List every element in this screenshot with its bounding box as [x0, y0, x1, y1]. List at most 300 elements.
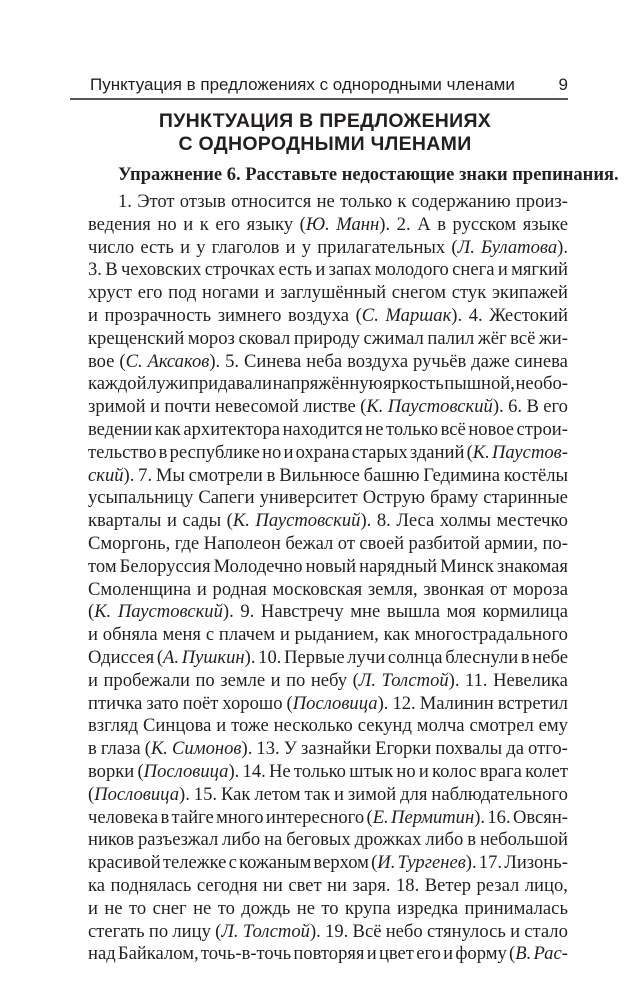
text-line	[88, 579, 568, 602]
word	[216, 807, 263, 830]
text-fragment: блеснули	[445, 646, 519, 668]
word	[504, 852, 568, 875]
text-fragment: ).	[241, 738, 253, 760]
text-fragment: секунд	[357, 715, 412, 737]
word	[513, 807, 568, 830]
word	[398, 852, 477, 875]
text-fragment: экипажей	[491, 282, 568, 304]
word	[513, 579, 568, 602]
word	[212, 237, 280, 260]
text-fragment: в	[160, 806, 170, 828]
word	[400, 784, 427, 807]
text-fragment: не	[193, 897, 212, 919]
text-fragment: изредка	[397, 897, 459, 919]
text-line	[88, 510, 568, 533]
word	[525, 761, 568, 784]
text-fragment: и	[270, 669, 281, 691]
text-fragment: в	[88, 738, 97, 760]
word	[258, 647, 281, 670]
word	[88, 351, 114, 374]
word	[103, 624, 158, 647]
word	[265, 282, 275, 305]
text-fragment: только	[386, 418, 439, 440]
word	[138, 465, 152, 488]
text-fragment: и	[150, 396, 160, 418]
text-fragment: заглушённый	[280, 282, 387, 304]
running-title: Пунктуация в предложениях с однородными членами	[90, 75, 515, 94]
text-line	[88, 419, 568, 442]
text-fragment: ).	[209, 350, 221, 372]
word	[392, 282, 446, 305]
text-fragment: всё	[440, 418, 466, 440]
text-fragment: взгляд	[88, 715, 139, 737]
text-fragment: стук	[451, 282, 487, 304]
text-fragment: не	[316, 191, 335, 212]
text-line	[88, 556, 568, 579]
word	[280, 624, 290, 647]
text-fragment: ).	[465, 852, 477, 874]
text-fragment: молодого	[374, 259, 449, 281]
text-fragment: рыданием,	[294, 624, 379, 646]
text-fragment: снег	[152, 897, 187, 919]
word	[88, 487, 193, 510]
word	[430, 487, 478, 510]
word	[377, 510, 391, 533]
text-line	[88, 237, 568, 260]
text-fragment: языку	[246, 213, 294, 235]
word	[206, 624, 214, 647]
text-fragment: холмы	[439, 510, 491, 532]
word	[392, 693, 415, 716]
word	[183, 214, 193, 237]
text-fragment: Этот	[137, 191, 175, 212]
word	[225, 351, 239, 374]
word	[420, 693, 494, 716]
text-fragment: прилагательных	[317, 236, 446, 258]
text-fragment: Сапеги	[198, 487, 255, 509]
word	[315, 259, 325, 282]
text-fragment: свет	[288, 874, 322, 896]
word	[88, 237, 134, 260]
word	[214, 556, 303, 579]
text-fragment: ).	[228, 760, 240, 782]
word	[515, 351, 568, 374]
exercise-body	[88, 191, 568, 966]
text-line	[88, 670, 568, 693]
text-fragment: стегать	[88, 920, 145, 942]
text-fragment: ).	[222, 601, 234, 623]
text-fragment: Острую	[362, 487, 426, 509]
word	[480, 761, 522, 784]
text-line	[88, 761, 568, 784]
word	[286, 829, 351, 852]
text-fragment: его	[543, 396, 568, 418]
word	[379, 943, 414, 966]
text-fragment: архитектора	[183, 418, 281, 440]
word	[188, 328, 235, 351]
word	[219, 624, 275, 647]
text-fragment: 12.	[392, 692, 416, 714]
word	[149, 921, 168, 944]
word	[511, 259, 568, 282]
text-fragment: как	[383, 624, 410, 646]
word	[498, 693, 568, 716]
citation-author: Маршак	[385, 304, 452, 326]
word	[267, 465, 276, 488]
word	[334, 784, 344, 807]
text-fragment: ).	[557, 236, 568, 258]
text-fragment: почти	[164, 396, 211, 418]
text-fragment: 10.	[258, 646, 282, 668]
word	[414, 624, 567, 647]
text-fragment: ворки	[88, 760, 135, 782]
word	[297, 898, 315, 921]
text-fragment: Минск	[440, 555, 494, 577]
text-fragment: для	[400, 783, 428, 805]
word	[218, 305, 282, 328]
word	[189, 373, 272, 396]
word	[88, 579, 191, 602]
text-fragment: ведения	[88, 213, 151, 235]
text-fragment: невесомой	[214, 396, 299, 418]
text-fragment: русском	[452, 213, 517, 235]
text-fragment: но	[262, 441, 282, 463]
word	[284, 647, 345, 670]
text-fragment: тоже	[231, 715, 269, 737]
text-fragment: старых	[351, 441, 408, 463]
text-fragment: человека	[88, 806, 159, 828]
text-fragment: языке	[522, 213, 568, 235]
text-fragment: (	[352, 669, 359, 691]
word	[147, 373, 188, 396]
text-fragment: хорошо	[222, 692, 283, 714]
text-fragment: ).	[448, 669, 460, 691]
text-fragment: форму	[455, 943, 507, 965]
text-fragment: чеховских	[120, 259, 202, 281]
text-fragment: дождь	[241, 897, 291, 919]
text-fragment: том	[88, 555, 117, 577]
text-fragment: В	[526, 396, 539, 418]
text-fragment: птичка	[88, 692, 143, 714]
word	[88, 715, 138, 738]
text-fragment: армии,	[484, 532, 538, 554]
exercise-heading: Упражнение 6. Расставьте недостающие знаки препинания.	[118, 165, 619, 185]
text-fragment: то	[128, 897, 147, 919]
text-fragment: от	[337, 532, 355, 554]
word	[88, 852, 161, 875]
text-fragment: ).	[451, 304, 463, 326]
word	[172, 807, 214, 830]
text-fragment: Синцова	[143, 715, 212, 737]
citation-author: Л.	[221, 920, 239, 942]
text-fragment: смотрели	[188, 464, 263, 486]
word	[469, 715, 533, 738]
text-fragment: Всё	[352, 920, 382, 942]
text-fragment: содержанию	[411, 191, 511, 212]
word	[317, 237, 445, 260]
text-fragment: Одиссея	[88, 646, 155, 668]
word	[172, 738, 252, 761]
text-fragment: с	[228, 852, 237, 874]
text-fragment: мягкий	[511, 259, 568, 281]
text-line	[88, 784, 568, 807]
word	[510, 328, 535, 351]
word	[350, 601, 380, 624]
word	[345, 898, 391, 921]
word	[88, 601, 111, 624]
text-fragment: есть	[278, 259, 313, 281]
word	[222, 693, 282, 716]
word	[532, 647, 568, 670]
text-fragment: усыпальницу	[88, 487, 194, 509]
word	[88, 396, 146, 419]
header-rule	[70, 98, 568, 100]
text-fragment: бежал	[285, 532, 334, 554]
word	[397, 191, 406, 214]
word	[338, 533, 355, 556]
citation-author: Паустовский	[117, 601, 223, 623]
text-fragment: звонкая	[423, 578, 485, 600]
word	[261, 601, 344, 624]
word	[129, 898, 146, 921]
word	[215, 214, 240, 237]
word	[273, 373, 383, 396]
word	[483, 487, 568, 510]
text-fragment: дрожках	[354, 829, 422, 851]
text-fragment: ).	[179, 783, 190, 805]
word	[294, 761, 346, 784]
word	[479, 852, 502, 875]
word	[492, 442, 568, 465]
word	[425, 875, 471, 898]
text-fragment: новый	[305, 555, 357, 577]
word	[349, 761, 393, 784]
word	[288, 875, 321, 898]
word	[239, 852, 311, 875]
citation-author: Пословица	[94, 783, 180, 805]
word	[497, 556, 568, 579]
text-line	[88, 351, 568, 374]
word	[88, 442, 156, 465]
text-fragment: 17.	[478, 852, 503, 874]
word	[240, 601, 254, 624]
word	[119, 351, 142, 374]
word	[336, 214, 390, 237]
word	[120, 556, 211, 579]
text-fragment: есть	[140, 236, 174, 258]
text-fragment: с	[205, 624, 215, 646]
word	[88, 282, 132, 305]
text-fragment: сады	[182, 510, 222, 532]
citation-author: Толстой	[242, 920, 310, 942]
word	[118, 601, 234, 624]
word	[201, 943, 291, 966]
word	[157, 214, 176, 237]
word	[103, 670, 190, 693]
word	[256, 738, 279, 761]
text-fragment: воздуха	[288, 304, 350, 326]
citation-author: К.	[150, 738, 168, 760]
text-fragment: республике	[169, 441, 260, 463]
text-line	[88, 647, 568, 670]
word	[150, 396, 160, 419]
text-fragment: 15.	[193, 783, 218, 805]
text-fragment: и	[88, 897, 98, 919]
text-fragment: лицо,	[524, 874, 568, 896]
text-fragment: зданий	[409, 441, 465, 463]
word	[280, 282, 386, 305]
text-fragment: и	[180, 236, 191, 258]
text-fragment: охрана	[295, 441, 350, 463]
text-fragment: (	[286, 692, 293, 714]
word	[183, 693, 219, 716]
text-fragment: кормилица	[482, 601, 568, 623]
text-fragment: и	[166, 510, 177, 532]
text-fragment: пышной,	[444, 373, 515, 395]
text-line	[88, 898, 568, 921]
word	[467, 442, 490, 465]
word	[88, 510, 161, 533]
text-fragment: молча	[416, 715, 465, 737]
word	[296, 442, 350, 465]
text-fragment: Синева	[243, 350, 302, 372]
text-line	[88, 738, 568, 761]
word	[172, 921, 210, 944]
text-fragment: но	[157, 213, 177, 235]
word	[465, 670, 488, 693]
citation-author: Пушкин	[181, 646, 245, 668]
text-fragment: у	[196, 236, 206, 258]
text-fragment: мне	[350, 601, 381, 623]
text-fragment: Жестокий	[489, 304, 568, 326]
word	[347, 647, 385, 670]
text-line	[88, 214, 568, 237]
word	[159, 442, 168, 465]
text-fragment: нарядный	[359, 555, 438, 577]
text-fragment: жи-	[538, 327, 568, 349]
word	[254, 784, 300, 807]
text-fragment: Малинин	[419, 692, 494, 714]
word	[382, 670, 460, 693]
word	[386, 921, 423, 944]
text-fragment: Молодечно	[213, 555, 303, 577]
word	[509, 943, 531, 966]
text-fragment: к	[199, 213, 209, 235]
text-fragment: отго-	[528, 738, 568, 760]
citation-author: Тургенев	[397, 852, 466, 874]
citation-author: Ю.	[305, 213, 330, 235]
text-fragment: зимой	[347, 783, 397, 805]
text-fragment: снегом	[391, 282, 447, 304]
word	[189, 465, 263, 488]
word	[88, 943, 116, 966]
word	[170, 442, 260, 465]
text-fragment: встретил	[497, 692, 568, 714]
word	[397, 898, 458, 921]
text-fragment: Вильнюсе	[279, 464, 360, 486]
text-fragment: каждой	[88, 373, 147, 395]
text-fragment: всё	[510, 327, 536, 349]
text-fragment: зимнего	[217, 304, 282, 326]
word	[193, 898, 211, 921]
text-fragment: не	[296, 897, 316, 919]
word	[355, 829, 422, 852]
text-fragment: жёг	[477, 327, 507, 349]
text-fragment: не	[104, 897, 123, 919]
word	[481, 237, 568, 260]
citation-author: Е.	[372, 806, 389, 828]
text-fragment: небо	[385, 920, 423, 942]
word	[356, 305, 379, 328]
word	[542, 533, 567, 556]
text-fragment: Лизонь-	[504, 852, 568, 874]
word	[363, 328, 423, 351]
word	[271, 670, 281, 693]
word	[384, 624, 410, 647]
text-fragment: земле	[220, 669, 266, 691]
word	[396, 875, 419, 898]
word	[278, 259, 312, 282]
text-fragment: Ветер	[424, 874, 472, 896]
word	[88, 693, 142, 716]
word	[480, 829, 568, 852]
word	[365, 419, 383, 442]
text-fragment: Первые	[284, 646, 345, 668]
text-fragment: 6.	[508, 396, 523, 418]
word	[368, 579, 418, 602]
word	[539, 328, 568, 351]
text-fragment: палил	[427, 327, 475, 349]
word	[88, 328, 184, 351]
text-line	[88, 807, 568, 830]
word	[375, 738, 431, 761]
word	[441, 419, 466, 442]
word	[388, 647, 443, 670]
word	[88, 647, 154, 670]
text-fragment: поднялась	[110, 874, 192, 896]
word	[440, 510, 491, 533]
text-line	[88, 921, 568, 944]
word	[504, 465, 568, 488]
text-fragment: где	[174, 532, 200, 554]
word	[437, 214, 446, 237]
word	[435, 738, 502, 761]
word	[497, 510, 568, 533]
text-fragment: и	[88, 624, 98, 646]
text-fragment: врага	[479, 760, 522, 782]
text-fragment: тайге	[171, 806, 214, 828]
word	[138, 829, 218, 852]
word	[465, 898, 568, 921]
word	[302, 237, 311, 260]
word	[88, 533, 170, 556]
citation-author: Л.	[358, 669, 377, 691]
word	[183, 419, 280, 442]
text-fragment: колос	[432, 760, 477, 782]
word	[121, 259, 201, 282]
word	[163, 852, 227, 875]
text-fragment: цвет	[378, 943, 414, 965]
citation-author: Л.	[457, 236, 475, 258]
citation-author: В.	[515, 943, 532, 965]
word	[440, 556, 494, 579]
text-fragment: вышла	[386, 601, 440, 623]
text-fragment: похвалы	[435, 738, 503, 760]
word	[263, 875, 283, 898]
text-fragment: А	[417, 213, 431, 235]
citation-author: Паустовский	[255, 510, 361, 532]
word	[88, 419, 152, 442]
